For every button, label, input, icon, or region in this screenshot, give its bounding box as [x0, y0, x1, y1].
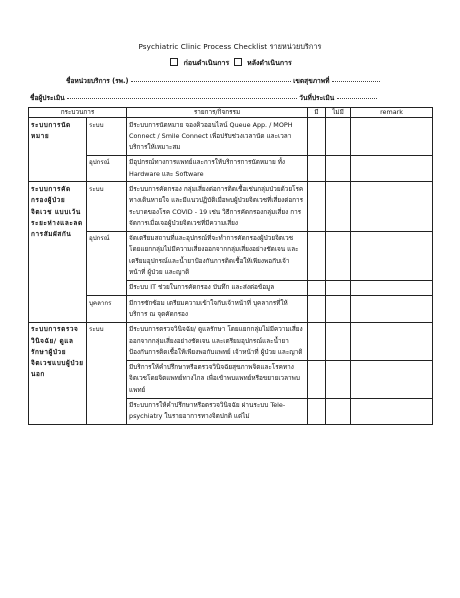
item-cell: มีระบบ IT ช่วยในการคัดกรอง บันทึก และส่งต่อข้อมูล — [127, 280, 308, 295]
category-cell: บุคลากร — [87, 296, 127, 323]
remark-cell[interactable] — [351, 280, 433, 295]
remark-cell[interactable] — [351, 118, 433, 156]
no-cell[interactable] — [326, 182, 351, 231]
table-row — [29, 118, 433, 156]
item-cell: จัดเตรียมสถานที่และอุปกรณ์ที่จะทำการคัดกรองผู้ป่วยจิตเวช โดยแยกกลุ่มไม่มีความเสี่ยงออกจากกลุ่มเสี่ยงอย่างชัดเจน และเตรียมอุปกรณ์และน้ำยาป้องกันการติดเชื้อให้เพียงพอกับเจ้าหน้าที่ ผู้ป่วย และญาติ — [127, 231, 308, 280]
no-cell[interactable] — [326, 360, 351, 398]
item-cell: มีระบบการตรวจวินิจฉัย/ ดูแลรักษา โดยแยกกลุ่มไม่มีความเสี่ยงออกจากกลุ่มเสี่ยงอย่างชัดเจน และเตรียมอุปกรณ์และน้ำยาป้องกันการติดเชื้อให้เพียงพอกับแพทย์ เจ้าหน้าที่ ผู้ป่วย และญาติ — [127, 322, 308, 360]
assessor-line — [30, 92, 377, 103]
assessor-field[interactable] — [67, 98, 297, 99]
unit-line — [66, 75, 380, 86]
header-no: ไม่มี — [326, 108, 351, 118]
item-cell: มีบริการให้คำปรึกษาหรือตรวจวินิจฉัยสุขภาพจิตและโรคทางจิตเวชโดยจิตแพทย์ทางไกล เพื่อเข้าพบแพทย์หรือขยายเวลาพบแพทย์ — [127, 360, 308, 398]
table-header-row — [29, 108, 433, 118]
process-cell: ระบบการนัดหมาย — [29, 118, 87, 182]
header-remark: remark — [351, 108, 433, 118]
remark-cell[interactable] — [351, 231, 433, 280]
item-cell: มีระบบการนัดหมาย จองคิวออนไลน์ Queue App. / MOPH Connect / Smile Connect เพื่อปรับช่วงเวลานัด และเวลาบริการให้เหมาะสม — [127, 118, 308, 156]
category-cell: อุปกรณ์ — [87, 155, 127, 182]
table-row — [29, 296, 433, 323]
remark-cell[interactable] — [351, 182, 433, 231]
remark-cell[interactable] — [351, 296, 433, 323]
yes-cell[interactable] — [308, 322, 326, 360]
header-process: กระบวนการ — [29, 108, 127, 118]
before-checkbox[interactable] — [170, 58, 178, 66]
table-row — [29, 231, 433, 280]
remark-cell[interactable] — [351, 155, 433, 182]
category-cell: อุปกรณ์ — [87, 231, 127, 295]
no-cell[interactable] — [326, 398, 351, 425]
yes-cell[interactable] — [308, 280, 326, 295]
yes-cell[interactable] — [308, 231, 326, 280]
item-cell: มีระบบการคัดกรอง กลุ่มเสี่ยงต่อการติดเชื้อเช่นกลุ่มป่วยด้วยโรคทางเดินหายใจ และมีแนวปฏิบัติเมื่อพบผู้ป่วยจิตเวชที่เสี่ยงต่อการระบาดของโรค COVID - 19 เช่น วิธีการคัดกรองกลุ่มเสี่ยง การจัดการเมื่อเจอผู้ป่วยจิตเวชที่มีความเสี่ยง — [127, 182, 308, 231]
item-cell: มีระบบการให้คำปรึกษาหรือตรวจวินิจฉัย ผ่านระบบ Tele-psychiatry ในรายอาการทางจิตปกติ แต่ไม่ — [127, 398, 308, 425]
table-row — [29, 155, 433, 182]
checklist-table — [28, 107, 433, 425]
no-cell[interactable] — [326, 296, 351, 323]
no-cell[interactable] — [326, 231, 351, 280]
date-field[interactable] — [337, 98, 377, 99]
yes-cell[interactable] — [308, 118, 326, 156]
yes-cell[interactable] — [308, 155, 326, 182]
date-label: วันที่ประเมิน — [299, 94, 335, 102]
no-cell[interactable] — [326, 118, 351, 156]
remark-cell[interactable] — [351, 398, 433, 425]
region-label: เขตสุขภาพที่ — [293, 77, 330, 85]
remark-cell[interactable] — [351, 360, 433, 398]
after-checkbox[interactable] — [234, 58, 242, 66]
category-cell: ระบบ — [87, 322, 127, 424]
process-cell: ระบบการตรวจวินิจฉัย/ ดูแลรักษาผู้ป่วยจิตเวชแบบผู้ป่วยนอก — [29, 322, 87, 424]
assessor-label: ชื่อผู้ประเมิน — [30, 94, 65, 102]
header-yes: มี — [308, 108, 326, 118]
category-cell: ระบบ — [87, 118, 127, 156]
after-option-label: หลังดำเนินการ — [247, 59, 292, 67]
document-title: Psychiatric Clinic Process Checklist รายหน่วยบริการ — [138, 42, 322, 51]
table-row — [29, 182, 433, 231]
no-cell[interactable] — [326, 280, 351, 295]
remark-cell[interactable] — [351, 322, 433, 360]
region-field[interactable] — [332, 81, 380, 82]
process-cell: ระบบการคัดกรองผู้ป่วยจิตเวช แบบเว้นระยะห่างและลดการสัมผัสกัน — [29, 182, 87, 322]
item-cell: มีการซักซ้อม เตรียมความเข้าใจกับเจ้าหน้าที่ บุคลากรที่ให้บริการ ณ จุดคัดกรอง — [127, 296, 308, 323]
yes-cell[interactable] — [308, 398, 326, 425]
category-cell: ระบบ — [87, 182, 127, 231]
item-cell: มีอุปกรณ์ทางการแพทย์และการให้บริการการนัดหมาย ทั้ง Hardware และ Software — [127, 155, 308, 182]
yes-cell[interactable] — [308, 182, 326, 231]
table-row — [29, 322, 433, 360]
no-cell[interactable] — [326, 155, 351, 182]
header-details: รายการ/กิจกรรม — [127, 108, 308, 118]
no-cell[interactable] — [326, 322, 351, 360]
yes-cell[interactable] — [308, 360, 326, 398]
unit-label: ชื่อหน่วยบริการ (รพ.) — [66, 77, 129, 85]
before-option-label: ก่อนดำเนินการ — [183, 59, 230, 67]
unit-field[interactable] — [131, 81, 291, 82]
yes-cell[interactable] — [308, 296, 326, 323]
assessment-phase-options — [0, 58, 460, 69]
